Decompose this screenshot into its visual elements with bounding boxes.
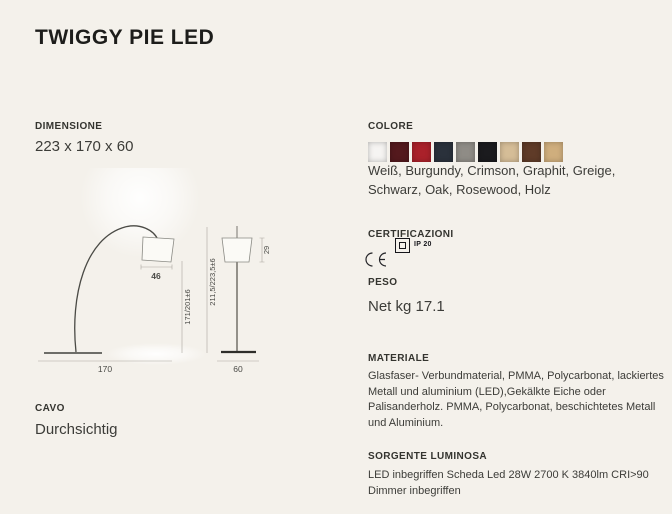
sorgente-luminosa-text: LED inbegriffen Scheda Led 28W 2700 K 3840lm CRI>90 Dimmer inbegriffen xyxy=(368,469,649,497)
certificazioni-label: CERTIFICAZIONI xyxy=(368,229,454,240)
swatch-crimson xyxy=(412,142,431,162)
ce-mark-icon xyxy=(362,250,389,274)
swatch-greige xyxy=(456,142,475,162)
dim-total-height: 211,5/223,5±6 xyxy=(208,258,217,306)
dimensione-value: 223 x 170 x 60 xyxy=(35,138,134,155)
swatch-weiss xyxy=(368,142,387,162)
color-swatches xyxy=(368,142,563,162)
dimensione-label: DIMENSIONE xyxy=(35,121,103,132)
swatch-graphit xyxy=(434,142,453,162)
swatch-rosewood xyxy=(522,142,541,162)
lamp-glow-floor xyxy=(106,343,206,365)
materiale-label: MATERIALE xyxy=(368,353,430,364)
ip-rating: IP 20 xyxy=(414,241,432,248)
page-title: TWIGGY PIE LED xyxy=(35,26,215,49)
swatch-schwarz xyxy=(478,142,497,162)
sorgente-luminosa-label: SORGENTE LUMINOSA xyxy=(368,451,488,462)
double-insulated-icon xyxy=(395,238,410,253)
dim-arc-height: 171/201±6 xyxy=(183,289,192,325)
color-names: Weiß, Burgundy, Crimson, Graphit, Greige, Schwarz, Oak, Rosewood, Holz xyxy=(368,163,616,197)
swatch-holz xyxy=(544,142,563,162)
colore-label: COLORE xyxy=(368,121,414,132)
dim-shade-width: 46 xyxy=(151,271,161,281)
peso-label: PESO xyxy=(368,277,398,288)
cavo-label: CAVO xyxy=(35,403,65,414)
technical-drawing xyxy=(30,168,300,383)
cavo-value: Durchsichtig xyxy=(35,421,118,438)
dim-front-base-width: 60 xyxy=(233,364,243,374)
swatch-oak xyxy=(500,142,519,162)
lamp-front-view xyxy=(221,226,256,352)
peso-value: Net kg 17.1 xyxy=(368,298,445,315)
swatch-burgundy xyxy=(390,142,409,162)
materiale-text: Glasfaser- Verbundmaterial, PMMA, Polycarbonat, lackiertes Metall und aluminium (LED),Gekälkte Eiche oder Palisanderholz. PMMA, Polycarbonat, beschichtetes Metall und Aluminium. xyxy=(368,370,664,429)
dim-shade-height: 29 xyxy=(262,245,271,255)
dim-base-width: 170 xyxy=(97,364,113,374)
